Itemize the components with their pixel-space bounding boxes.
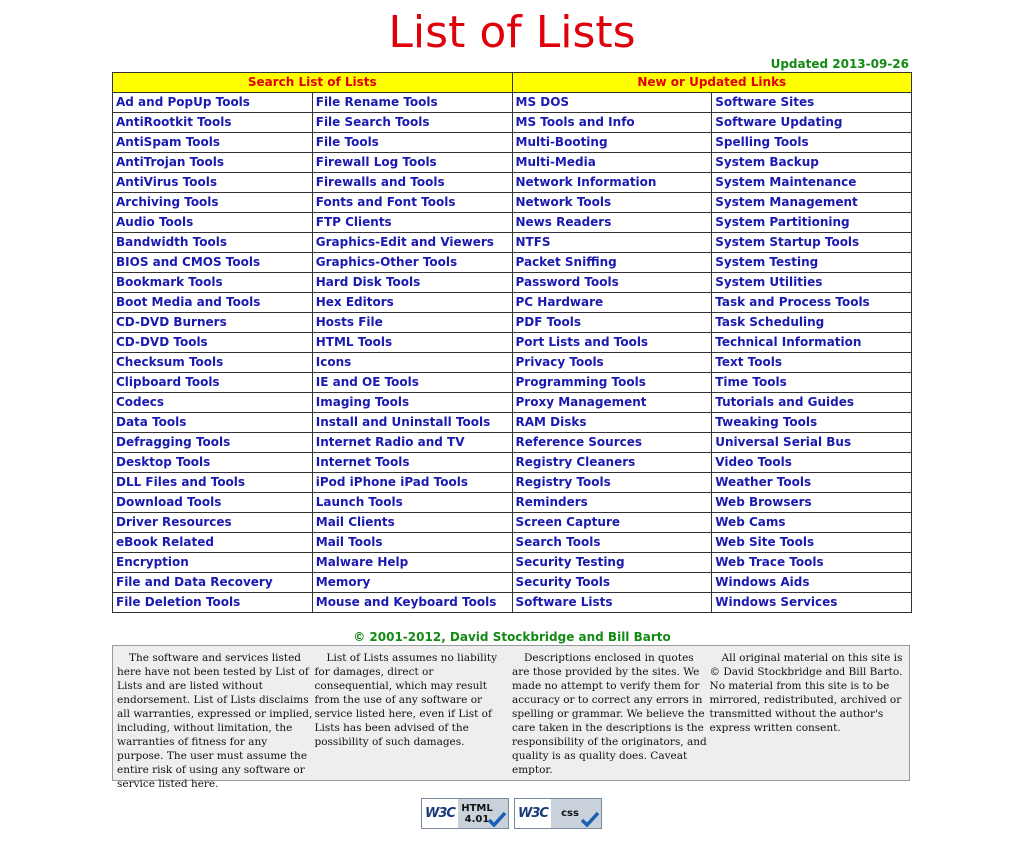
table-cell [512, 473, 712, 493]
list-link[interactable]: Data Tools [116, 415, 187, 429]
list-link[interactable]: RAM Disks [515, 415, 587, 429]
table-cell [712, 413, 912, 433]
list-link[interactable]: Mail Tools [315, 535, 383, 549]
table-cell [312, 173, 512, 193]
list-link[interactable]: Internet Radio and TV [315, 435, 465, 449]
table-row [113, 513, 912, 533]
table-row [113, 93, 912, 113]
list-link[interactable]: Malware Help [315, 555, 409, 569]
table-cell [113, 533, 313, 553]
list-link[interactable]: System Utilities [715, 275, 823, 289]
list-link[interactable]: System Backup [715, 155, 819, 169]
table-cell [512, 353, 712, 373]
table-cell [512, 193, 712, 213]
table-cell [712, 293, 912, 313]
table-row [113, 233, 912, 253]
list-link[interactable]: Time Tools [715, 375, 787, 389]
list-link[interactable]: FTP Clients [315, 215, 392, 229]
list-link[interactable]: Boot Media and Tools [116, 295, 261, 309]
table-row [113, 273, 912, 293]
table-row [113, 493, 912, 513]
list-link[interactable]: AntiRootkit Tools [116, 115, 232, 129]
list-link[interactable]: System Partitioning [715, 215, 850, 229]
table-row [113, 213, 912, 233]
list-link[interactable]: File Rename Tools [315, 95, 438, 109]
list-link[interactable]: eBook Related [116, 535, 214, 549]
table-cell [113, 253, 313, 273]
html-badge-line1: HTML [461, 802, 493, 814]
list-link[interactable]: CD-DVD Tools [116, 335, 208, 349]
table-cell [712, 353, 912, 373]
table-cell [113, 513, 313, 533]
table-cell [312, 353, 512, 373]
w3c-logo: W3C [425, 806, 455, 821]
disclaimer-descriptions: Descriptions enclosed in quotes are those provided by the sites. We made no attempt to verify them for accuracy or to correct any errors in spelling or grammar. We believe the care taken in the descriptions is the responsibility of the originators, and quality is as quality does. Caveat emptor. [512, 652, 707, 776]
list-link[interactable]: Privacy Tools [515, 355, 604, 369]
list-link[interactable]: AntiVirus Tools [116, 175, 217, 189]
table-cell [312, 373, 512, 393]
table-cell [113, 393, 313, 413]
table-row [113, 453, 912, 473]
list-link[interactable]: Network Tools [515, 195, 612, 209]
css-badge-label [551, 799, 601, 828]
list-link[interactable]: AntiTrojan Tools [116, 155, 224, 169]
list-link[interactable]: Technical Information [715, 335, 862, 349]
list-link[interactable]: Mouse and Keyboard Tools [315, 595, 497, 609]
table-cell [512, 413, 712, 433]
table-cell [712, 433, 912, 453]
list-link[interactable]: System Management [715, 195, 858, 209]
list-link[interactable]: IE and OE Tools [315, 375, 419, 389]
list-link[interactable]: Defragging Tools [116, 435, 231, 449]
table-row [113, 593, 912, 613]
css-badge-line1: css [561, 808, 579, 819]
list-link[interactable]: Video Tools [715, 455, 792, 469]
table-cell [312, 333, 512, 353]
disclaimer-testing: The software and services listed here have not been tested by List of Lists and are listed without endorsement. List of Lists disclaims all warranties, expressed or implied, including, without limitation, the warranties of fitness for any purpose. The user must assume the entire risk of using any software or service listed here. [117, 652, 313, 790]
table-cell [312, 113, 512, 133]
table-cell [712, 473, 912, 493]
table-cell [113, 193, 313, 213]
table-cell [512, 213, 712, 233]
list-link[interactable]: MS DOS [515, 95, 570, 109]
table-cell [113, 413, 313, 433]
list-link[interactable]: Graphics-Other Tools [315, 255, 458, 269]
list-link[interactable]: MS Tools and Info [515, 115, 635, 129]
w3c-html-badge[interactable] [421, 798, 509, 829]
table-cell [712, 153, 912, 173]
table-cell [113, 353, 313, 373]
list-link[interactable]: CD-DVD Burners [116, 315, 227, 329]
table-row [113, 433, 912, 453]
table-cell [512, 453, 712, 473]
table-cell [512, 593, 712, 613]
table-row [113, 113, 912, 133]
list-link[interactable]: System Startup Tools [715, 235, 860, 249]
list-link[interactable]: Audio Tools [116, 215, 194, 229]
table-cell [312, 313, 512, 333]
html-badge-label [458, 799, 508, 828]
table-cell [512, 533, 712, 553]
table-cell [712, 273, 912, 293]
list-link[interactable]: Web Browsers [715, 495, 812, 509]
list-link[interactable]: News Readers [515, 215, 612, 229]
list-link[interactable]: Task Scheduling [715, 315, 825, 329]
list-link[interactable]: Graphics-Edit and Viewers [315, 235, 494, 249]
list-link[interactable]: Task and Process Tools [715, 295, 870, 309]
table-cell [113, 113, 313, 133]
list-link[interactable]: Desktop Tools [116, 455, 211, 469]
list-link[interactable]: Screen Capture [515, 515, 621, 529]
list-link[interactable]: Text Tools [715, 355, 782, 369]
table-cell [113, 273, 313, 293]
table-cell [312, 513, 512, 533]
table-cell [312, 593, 512, 613]
list-link[interactable]: Password Tools [515, 275, 619, 289]
table-cell [312, 253, 512, 273]
list-link[interactable]: Network Information [515, 175, 657, 189]
table-cell [113, 593, 313, 613]
table-cell [512, 333, 712, 353]
list-link[interactable]: Internet Tools [315, 455, 410, 469]
search-list-header[interactable]: Search List of Lists [113, 73, 513, 93]
table-cell [712, 573, 912, 593]
html-badge-line2: 4.01 [464, 813, 490, 825]
list-link[interactable]: Spelling Tools [715, 135, 809, 149]
lists-table-body [113, 93, 912, 613]
table-cell [712, 453, 912, 473]
table-cell [512, 253, 712, 273]
list-link[interactable]: Bookmark Tools [116, 275, 223, 289]
list-link[interactable]: System Testing [715, 255, 819, 269]
table-cell [312, 293, 512, 313]
table-cell [712, 533, 912, 553]
table-cell [512, 393, 712, 413]
table-cell [113, 473, 313, 493]
table-header-row [113, 73, 912, 93]
list-link[interactable]: Reference Sources [515, 435, 643, 449]
list-link[interactable]: Clipboard Tools [116, 375, 220, 389]
list-link[interactable]: Web Site Tools [715, 535, 815, 549]
page-title: List of Lists [388, 7, 636, 58]
table-cell [712, 213, 912, 233]
table-cell [712, 493, 912, 513]
list-link[interactable]: AntiSpam Tools [116, 135, 221, 149]
table-cell [113, 333, 313, 353]
list-link[interactable]: File Tools [315, 135, 379, 149]
table-cell [712, 93, 912, 113]
table-cell [312, 473, 512, 493]
list-link[interactable]: Universal Serial Bus [715, 435, 852, 449]
table-cell [312, 213, 512, 233]
table-row [113, 193, 912, 213]
table-cell [312, 93, 512, 113]
table-cell [512, 93, 712, 113]
list-link[interactable]: System Maintenance [715, 175, 857, 189]
table-cell [113, 373, 313, 393]
table-cell [113, 313, 313, 333]
table-cell [113, 433, 313, 453]
table-cell [113, 153, 313, 173]
table-cell [712, 513, 912, 533]
table-cell [712, 253, 912, 273]
checkmark-icon [581, 811, 599, 827]
list-link[interactable]: Proxy Management [515, 395, 647, 409]
list-link[interactable]: Web Cams [715, 515, 786, 529]
list-link[interactable]: Reminders [515, 495, 588, 509]
list-link[interactable]: NTFS [515, 235, 551, 249]
table-cell [113, 493, 313, 513]
table-row [113, 133, 912, 153]
table-row [113, 373, 912, 393]
table-cell [113, 233, 313, 253]
list-link[interactable]: Tweaking Tools [715, 415, 818, 429]
list-link[interactable]: Security Testing [515, 555, 625, 569]
list-link[interactable]: DLL Files and Tools [116, 475, 246, 489]
list-link[interactable]: Weather Tools [715, 475, 812, 489]
list-link[interactable]: Driver Resources [116, 515, 232, 529]
list-link[interactable]: Firewall Log Tools [315, 155, 437, 169]
table-row [113, 553, 912, 573]
table-cell [113, 133, 313, 153]
list-link[interactable]: Windows Services [715, 595, 838, 609]
table-cell [312, 153, 512, 173]
list-link[interactable]: Launch Tools [315, 495, 403, 509]
list-link[interactable]: Search Tools [515, 535, 601, 549]
list-link[interactable]: Web Trace Tools [715, 555, 824, 569]
table-row [113, 313, 912, 333]
list-link[interactable]: Hosts File [315, 315, 383, 329]
new-updated-links-header[interactable]: New or Updated Links [512, 73, 912, 93]
table-cell [312, 413, 512, 433]
table-row [113, 253, 912, 273]
w3c-logo: W3C [518, 806, 548, 821]
list-link[interactable]: BIOS and CMOS Tools [116, 255, 261, 269]
table-row [113, 473, 912, 493]
table-row [113, 533, 912, 553]
list-link[interactable]: Ad and PopUp Tools [116, 95, 250, 109]
list-link[interactable]: PC Hardware [515, 295, 604, 309]
table-cell [312, 393, 512, 413]
table-row [113, 333, 912, 353]
table-cell [712, 553, 912, 573]
table-cell [512, 573, 712, 593]
disclaimer-panel [112, 645, 910, 790]
list-link[interactable]: Firewalls and Tools [315, 175, 445, 189]
table-row [113, 293, 912, 313]
disclaimer-liability: List of Lists assumes no liability for damages, direct or consequential, which may result from the use of any software or service listed here, even if List of Lists has been advised of the possibility of such damages. [314, 652, 498, 748]
list-link[interactable]: Tutorials and Guides [715, 395, 854, 409]
table-cell [712, 313, 912, 333]
table-cell [512, 153, 712, 173]
list-link[interactable]: Icons [315, 355, 352, 369]
checkmark-icon [488, 811, 506, 827]
list-link[interactable]: Multi-Media [515, 155, 596, 169]
list-link[interactable]: Archiving Tools [116, 195, 219, 209]
list-link[interactable]: Packet Sniffing [515, 255, 617, 269]
list-link[interactable]: Security Tools [515, 575, 611, 589]
table-row [113, 413, 912, 433]
list-link[interactable]: Memory [315, 575, 371, 589]
list-link[interactable]: Registry Cleaners [515, 455, 636, 469]
table-cell [312, 273, 512, 293]
list-link[interactable]: Windows Aids [715, 575, 810, 589]
list-link[interactable]: Port Lists and Tools [515, 335, 649, 349]
list-link[interactable]: Hex Editors [315, 295, 394, 309]
list-link[interactable]: Software Lists [515, 595, 613, 609]
list-link[interactable]: Download Tools [116, 495, 222, 509]
table-cell [312, 433, 512, 453]
list-link[interactable]: Encryption [116, 555, 189, 569]
table-cell [512, 173, 712, 193]
list-link[interactable]: Codecs [116, 395, 165, 409]
table-cell [512, 553, 712, 573]
table-cell [512, 293, 712, 313]
table-cell [512, 493, 712, 513]
list-link[interactable]: File Search Tools [315, 115, 430, 129]
table-cell [113, 573, 313, 593]
table-cell [113, 213, 313, 233]
table-cell [712, 173, 912, 193]
list-link[interactable]: Programming Tools [515, 375, 646, 389]
table-row [113, 573, 912, 593]
table-cell [512, 373, 712, 393]
disclaimer-copyright: All original material on this site is © David Stockbridge and Bill Barto. No material from this site is to be mirrored, redistributed, archived or transmitted without the author's express written consent. [709, 652, 903, 734]
lists-table [112, 72, 912, 613]
table-cell [312, 533, 512, 553]
table-cell [312, 133, 512, 153]
list-link[interactable]: File and Data Recovery [116, 575, 273, 589]
table-cell [712, 193, 912, 213]
list-link[interactable]: Checksum Tools [116, 355, 224, 369]
list-link[interactable]: Software Updating [715, 115, 843, 129]
list-link[interactable]: iPod iPhone iPad Tools [315, 475, 469, 489]
list-link[interactable]: File Deletion Tools [116, 595, 241, 609]
list-link[interactable]: Bandwidth Tools [116, 235, 227, 249]
table-cell [712, 233, 912, 253]
table-cell [512, 433, 712, 453]
table-cell [712, 593, 912, 613]
table-cell [312, 553, 512, 573]
table-row [113, 353, 912, 373]
updated-date: Updated 2013-09-26 [770, 57, 909, 71]
table-cell [512, 513, 712, 533]
table-cell [512, 113, 712, 133]
table-cell [712, 373, 912, 393]
copyright: © 2001-2012, David Stockbridge and Bill Barto [353, 630, 671, 644]
list-link[interactable]: Registry Tools [515, 475, 611, 489]
list-link[interactable]: Software Sites [715, 95, 815, 109]
table-cell [512, 133, 712, 153]
table-cell [712, 393, 912, 413]
table-cell [312, 573, 512, 593]
w3c-css-badge[interactable] [514, 798, 602, 829]
table-cell [312, 453, 512, 473]
table-row [113, 393, 912, 413]
list-link[interactable]: Fonts and Font Tools [315, 195, 456, 209]
list-link[interactable]: Hard Disk Tools [315, 275, 421, 289]
list-link[interactable]: Multi-Booting [515, 135, 608, 149]
list-link[interactable]: Install and Uninstall Tools [315, 415, 491, 429]
table-cell [312, 493, 512, 513]
list-link[interactable]: HTML Tools [315, 335, 393, 349]
table-cell [712, 333, 912, 353]
table-row [113, 173, 912, 193]
table-cell [712, 113, 912, 133]
table-cell [512, 273, 712, 293]
table-row [113, 153, 912, 173]
table-cell [113, 293, 313, 313]
table-cell [712, 133, 912, 153]
validation-badges [421, 798, 602, 829]
table-cell [113, 173, 313, 193]
table-cell [113, 453, 313, 473]
list-link[interactable]: Imaging Tools [315, 395, 410, 409]
list-link[interactable]: PDF Tools [515, 315, 581, 329]
table-cell [512, 313, 712, 333]
table-cell [312, 193, 512, 213]
table-cell [113, 93, 313, 113]
table-cell [512, 233, 712, 253]
list-link[interactable]: Mail Clients [315, 515, 395, 529]
table-cell [312, 233, 512, 253]
table-cell [113, 553, 313, 573]
